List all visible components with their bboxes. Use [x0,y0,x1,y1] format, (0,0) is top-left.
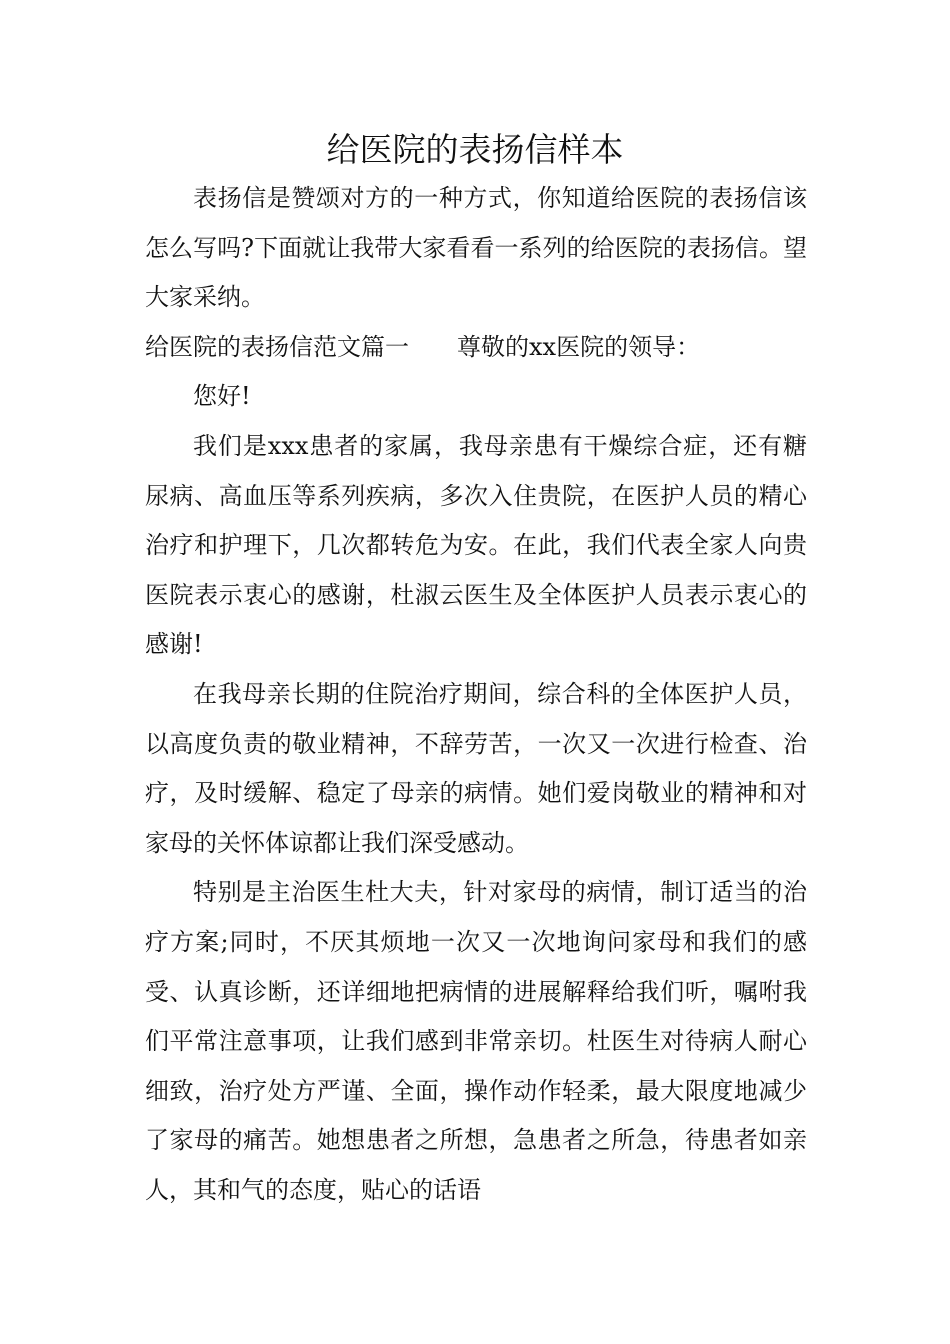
section-heading: 给医院的表扬信范文篇一 [145,332,409,361]
greeting: 您好! [193,382,251,411]
salutation: 尊敬的xx医院的领导： [457,332,701,361]
section-heading-line [145,323,807,373]
body-paragraph-2: 在我母亲长期的住院治疗期间，综合科的全体医护人员，以高度负责的敬业精神，不辞劳苦，一次又一次进行检查、治疗，及时缓解、稳定了母亲的病情。她们爱岗敬业的精神和对家母的关怀体谅都让我们深受感动。 [145,679,807,857]
body-paragraph-3: 特别是主治医生杜大夫，针对家母的病情，制订适当的治疗方案;同时，不厌其烦地一次又一次地询问家母和我们的感受、认真诊断，还详细地把病情的进展解释给我们听，嘱咐我们平常注意事项，让我们感到非常亲切。杜医生对待病人耐心细致，治疗处方严谨、全面，操作动作轻柔，最大限度地减少了家母的痛苦。她想患者之所想，急患者之所急，待患者如亲人，其和气的态度，贴心的话语 [145,878,807,1204]
body-paragraph-1: 我们是xxx患者的家属，我母亲患有干燥综合症，还有糖尿病、高血压等系列疾病，多次入住贵院，在医护人员的精心治疗和护理下，几次都转危为安。在此，我们代表全家人向贵医院表示衷心的感谢，杜淑云医生及全体医护人员表示衷心的感谢! [145,431,807,659]
document-body [145,174,807,1215]
document-title: 给医院的表扬信样本 [326,130,624,169]
intro-paragraph: 表扬信是赞颂对方的一种方式，你知道给医院的表扬信该怎么写吗?下面就让我带大家看看一系列的给医院的表扬信。望大家采纳。 [145,184,807,312]
